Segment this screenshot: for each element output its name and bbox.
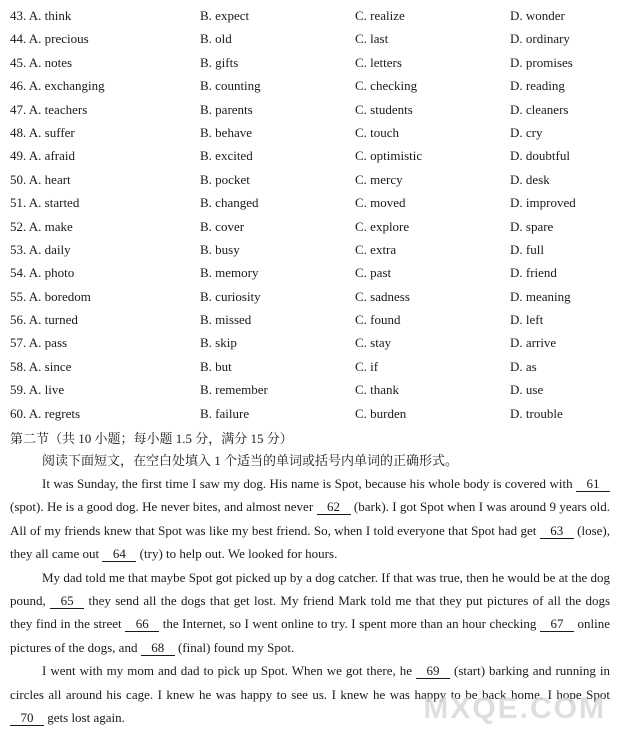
option-a[interactable]: 48. A. suffer xyxy=(10,124,75,140)
option-a[interactable]: 44. A. precious xyxy=(10,31,89,47)
option-a[interactable]: 58. A. since xyxy=(10,358,72,374)
option-c[interactable]: C. extra xyxy=(355,241,397,257)
blank-70[interactable]: 70 xyxy=(10,710,44,726)
option-a[interactable]: 56. A. turned xyxy=(10,312,78,328)
option-c[interactable]: C. realize xyxy=(355,8,405,23)
paragraph-text: gets lost again. xyxy=(44,710,125,726)
option-a[interactable]: 59. A. live xyxy=(10,382,65,398)
blank-64[interactable]: 64 xyxy=(102,546,136,562)
option-c[interactable]: C. found xyxy=(355,312,401,328)
option-d[interactable]: D. as xyxy=(510,358,537,374)
paragraph-text: I went with my mom and dad to pick up Spot. When we got there, he xyxy=(42,663,416,679)
option-a[interactable]: 43. A. think xyxy=(10,8,72,23)
option-b[interactable]: B. pocket xyxy=(200,171,250,187)
option-d[interactable]: D. cry xyxy=(510,124,543,140)
option-c[interactable]: C. checking xyxy=(355,78,418,94)
option-row xyxy=(10,146,610,169)
option-row xyxy=(10,6,610,29)
option-c[interactable]: C. last xyxy=(355,31,389,47)
option-d[interactable]: D. friend xyxy=(510,265,557,281)
option-c[interactable]: C. explore xyxy=(355,218,410,234)
option-a[interactable]: 57. A. pass xyxy=(10,335,68,351)
option-row xyxy=(10,76,610,99)
option-a[interactable]: 52. A. make xyxy=(10,218,73,234)
option-row xyxy=(10,287,610,310)
option-c[interactable]: C. past xyxy=(355,265,392,281)
section-two xyxy=(10,428,610,729)
blank-68[interactable]: 68 xyxy=(141,640,175,656)
option-c[interactable]: C. if xyxy=(355,358,379,374)
option-d[interactable]: D. meaning xyxy=(510,288,571,304)
paragraph-text: they send all the dogs that get lost. My friend Mark told me that they put pictures of all the dogs they find in the street xyxy=(10,593,611,632)
option-d[interactable]: D. full xyxy=(510,241,544,257)
paragraph-text: (final) found my Spot. xyxy=(174,639,295,655)
option-d[interactable]: D. ordinary xyxy=(510,31,570,47)
option-row xyxy=(10,404,610,427)
option-b[interactable]: B. remember xyxy=(200,382,268,398)
option-b[interactable]: B. counting xyxy=(200,78,261,94)
option-a[interactable]: 50. A. heart xyxy=(10,171,71,187)
option-row xyxy=(10,333,610,356)
option-b[interactable]: B. gifts xyxy=(200,54,239,70)
option-b[interactable]: B. cover xyxy=(200,218,245,234)
option-c[interactable]: C. moved xyxy=(355,195,406,211)
paragraph-text: (start) barking and running in circles all around his cage. I knew he was happy to see us. I knew he was happy to be back home. I hope Spot xyxy=(10,663,610,702)
option-d[interactable]: D. trouble xyxy=(510,405,563,421)
blank-66[interactable]: 66 xyxy=(125,616,159,632)
option-row xyxy=(10,193,610,216)
option-row xyxy=(10,29,610,52)
blank-63[interactable]: 63 xyxy=(540,523,574,539)
option-row xyxy=(10,310,610,333)
option-b[interactable]: B. expect xyxy=(200,8,250,23)
option-b[interactable]: B. curiosity xyxy=(200,288,261,304)
paragraph-text: It was Sunday, the first time I saw my dog. His name is Spot, because his whole body is covered with xyxy=(42,476,576,491)
option-row xyxy=(10,263,610,286)
blank-67[interactable]: 67 xyxy=(540,616,574,632)
option-b[interactable]: B. busy xyxy=(200,241,240,257)
paragraph-text: (bark). I got Spot when I was around 9 years old. All of my friends knew that Spot was like my best friend. So, when I told everyone that Spot had get xyxy=(10,499,611,538)
watermark-logo: MXQE.COM xyxy=(423,692,606,725)
option-a[interactable]: 45. A. notes xyxy=(10,54,73,70)
option-b[interactable]: B. skip xyxy=(200,335,237,351)
option-d[interactable]: D. wonder xyxy=(510,8,565,23)
option-d[interactable]: D. cleaners xyxy=(510,101,569,117)
option-row xyxy=(10,217,610,240)
option-b[interactable]: B. but xyxy=(200,358,232,374)
options-table xyxy=(10,6,610,427)
option-b[interactable]: B. changed xyxy=(200,195,259,211)
paragraph-text: My dad told me that maybe Spot got picked up by a dog catcher. If that was true, then he would be at the dog pound, xyxy=(10,569,610,609)
option-b[interactable]: B. excited xyxy=(200,148,253,164)
option-d[interactable]: D. use xyxy=(510,382,544,398)
option-c[interactable]: C. optimistic xyxy=(355,148,423,164)
option-c[interactable]: C. letters xyxy=(355,54,402,70)
option-b[interactable]: B. parents xyxy=(200,101,253,117)
option-d[interactable]: D. reading xyxy=(510,78,565,94)
paragraph-1 xyxy=(10,472,610,566)
option-row xyxy=(10,100,610,123)
option-b[interactable]: B. old xyxy=(200,31,232,47)
option-c[interactable]: C. stay xyxy=(355,335,392,351)
paragraph-text: the Internet, so I went online to try. I spent more than an hour checking xyxy=(159,616,540,632)
option-c[interactable]: C. thank xyxy=(355,382,400,398)
blank-61[interactable]: 61 xyxy=(576,476,610,492)
option-c[interactable]: C. students xyxy=(355,101,413,117)
option-c[interactable]: C. sadness xyxy=(355,288,410,304)
option-d[interactable]: D. doubtful xyxy=(510,148,570,164)
option-a[interactable]: 60. A. regrets xyxy=(10,405,81,421)
option-row xyxy=(10,240,610,263)
option-a[interactable]: 51. A. started xyxy=(10,195,80,211)
option-d[interactable]: D. promises xyxy=(510,54,573,70)
option-d[interactable]: D. improved xyxy=(510,195,576,211)
section-instruction: 阅读下面短文，在空白处填入 1 个适当的单词或括号内单词的正确形式。 xyxy=(42,453,459,468)
option-b[interactable]: B. missed xyxy=(200,312,252,328)
option-row xyxy=(10,357,610,380)
option-a[interactable]: 49. A. afraid xyxy=(10,148,75,164)
option-c[interactable]: C. mercy xyxy=(355,171,403,187)
section-title: 第二节（共 10 小题；每小题 1.5 分，满分 15 分） xyxy=(10,431,293,446)
option-row xyxy=(10,380,610,403)
paragraph-text: online pictures of the dogs, and xyxy=(10,616,611,655)
option-b[interactable]: B. behave xyxy=(200,124,252,140)
paragraph-text: (try) to help out. We looked for hours. xyxy=(136,546,338,562)
option-d[interactable]: D. left xyxy=(510,312,544,328)
paragraph-2 xyxy=(10,566,610,660)
blank-65[interactable]: 65 xyxy=(50,593,84,609)
option-b[interactable]: B. memory xyxy=(200,265,259,281)
option-d[interactable]: D. arrive xyxy=(510,335,557,351)
option-row xyxy=(10,123,610,146)
option-row xyxy=(10,170,610,193)
option-c[interactable]: C. burden xyxy=(355,405,407,421)
option-row xyxy=(10,53,610,76)
option-b[interactable]: B. failure xyxy=(200,405,250,421)
option-c[interactable]: C. touch xyxy=(355,124,400,140)
option-d[interactable]: D. desk xyxy=(510,171,550,187)
option-a[interactable]: 53. A. daily xyxy=(10,241,71,257)
option-a[interactable]: 54. A. photo xyxy=(10,265,75,281)
blank-62[interactable]: 62 xyxy=(317,499,351,515)
option-a[interactable]: 55. A. boredom xyxy=(10,288,91,304)
option-a[interactable]: 46. A. exchanging xyxy=(10,78,105,94)
blank-69[interactable]: 69 xyxy=(416,663,450,679)
paragraph-text: (spot). He is a good dog. He never bites, and almost never xyxy=(10,499,317,515)
paragraph-text: (lose), they all came out xyxy=(10,522,610,562)
option-a[interactable]: 47. A. teachers xyxy=(10,101,88,117)
option-d[interactable]: D. spare xyxy=(510,218,554,234)
